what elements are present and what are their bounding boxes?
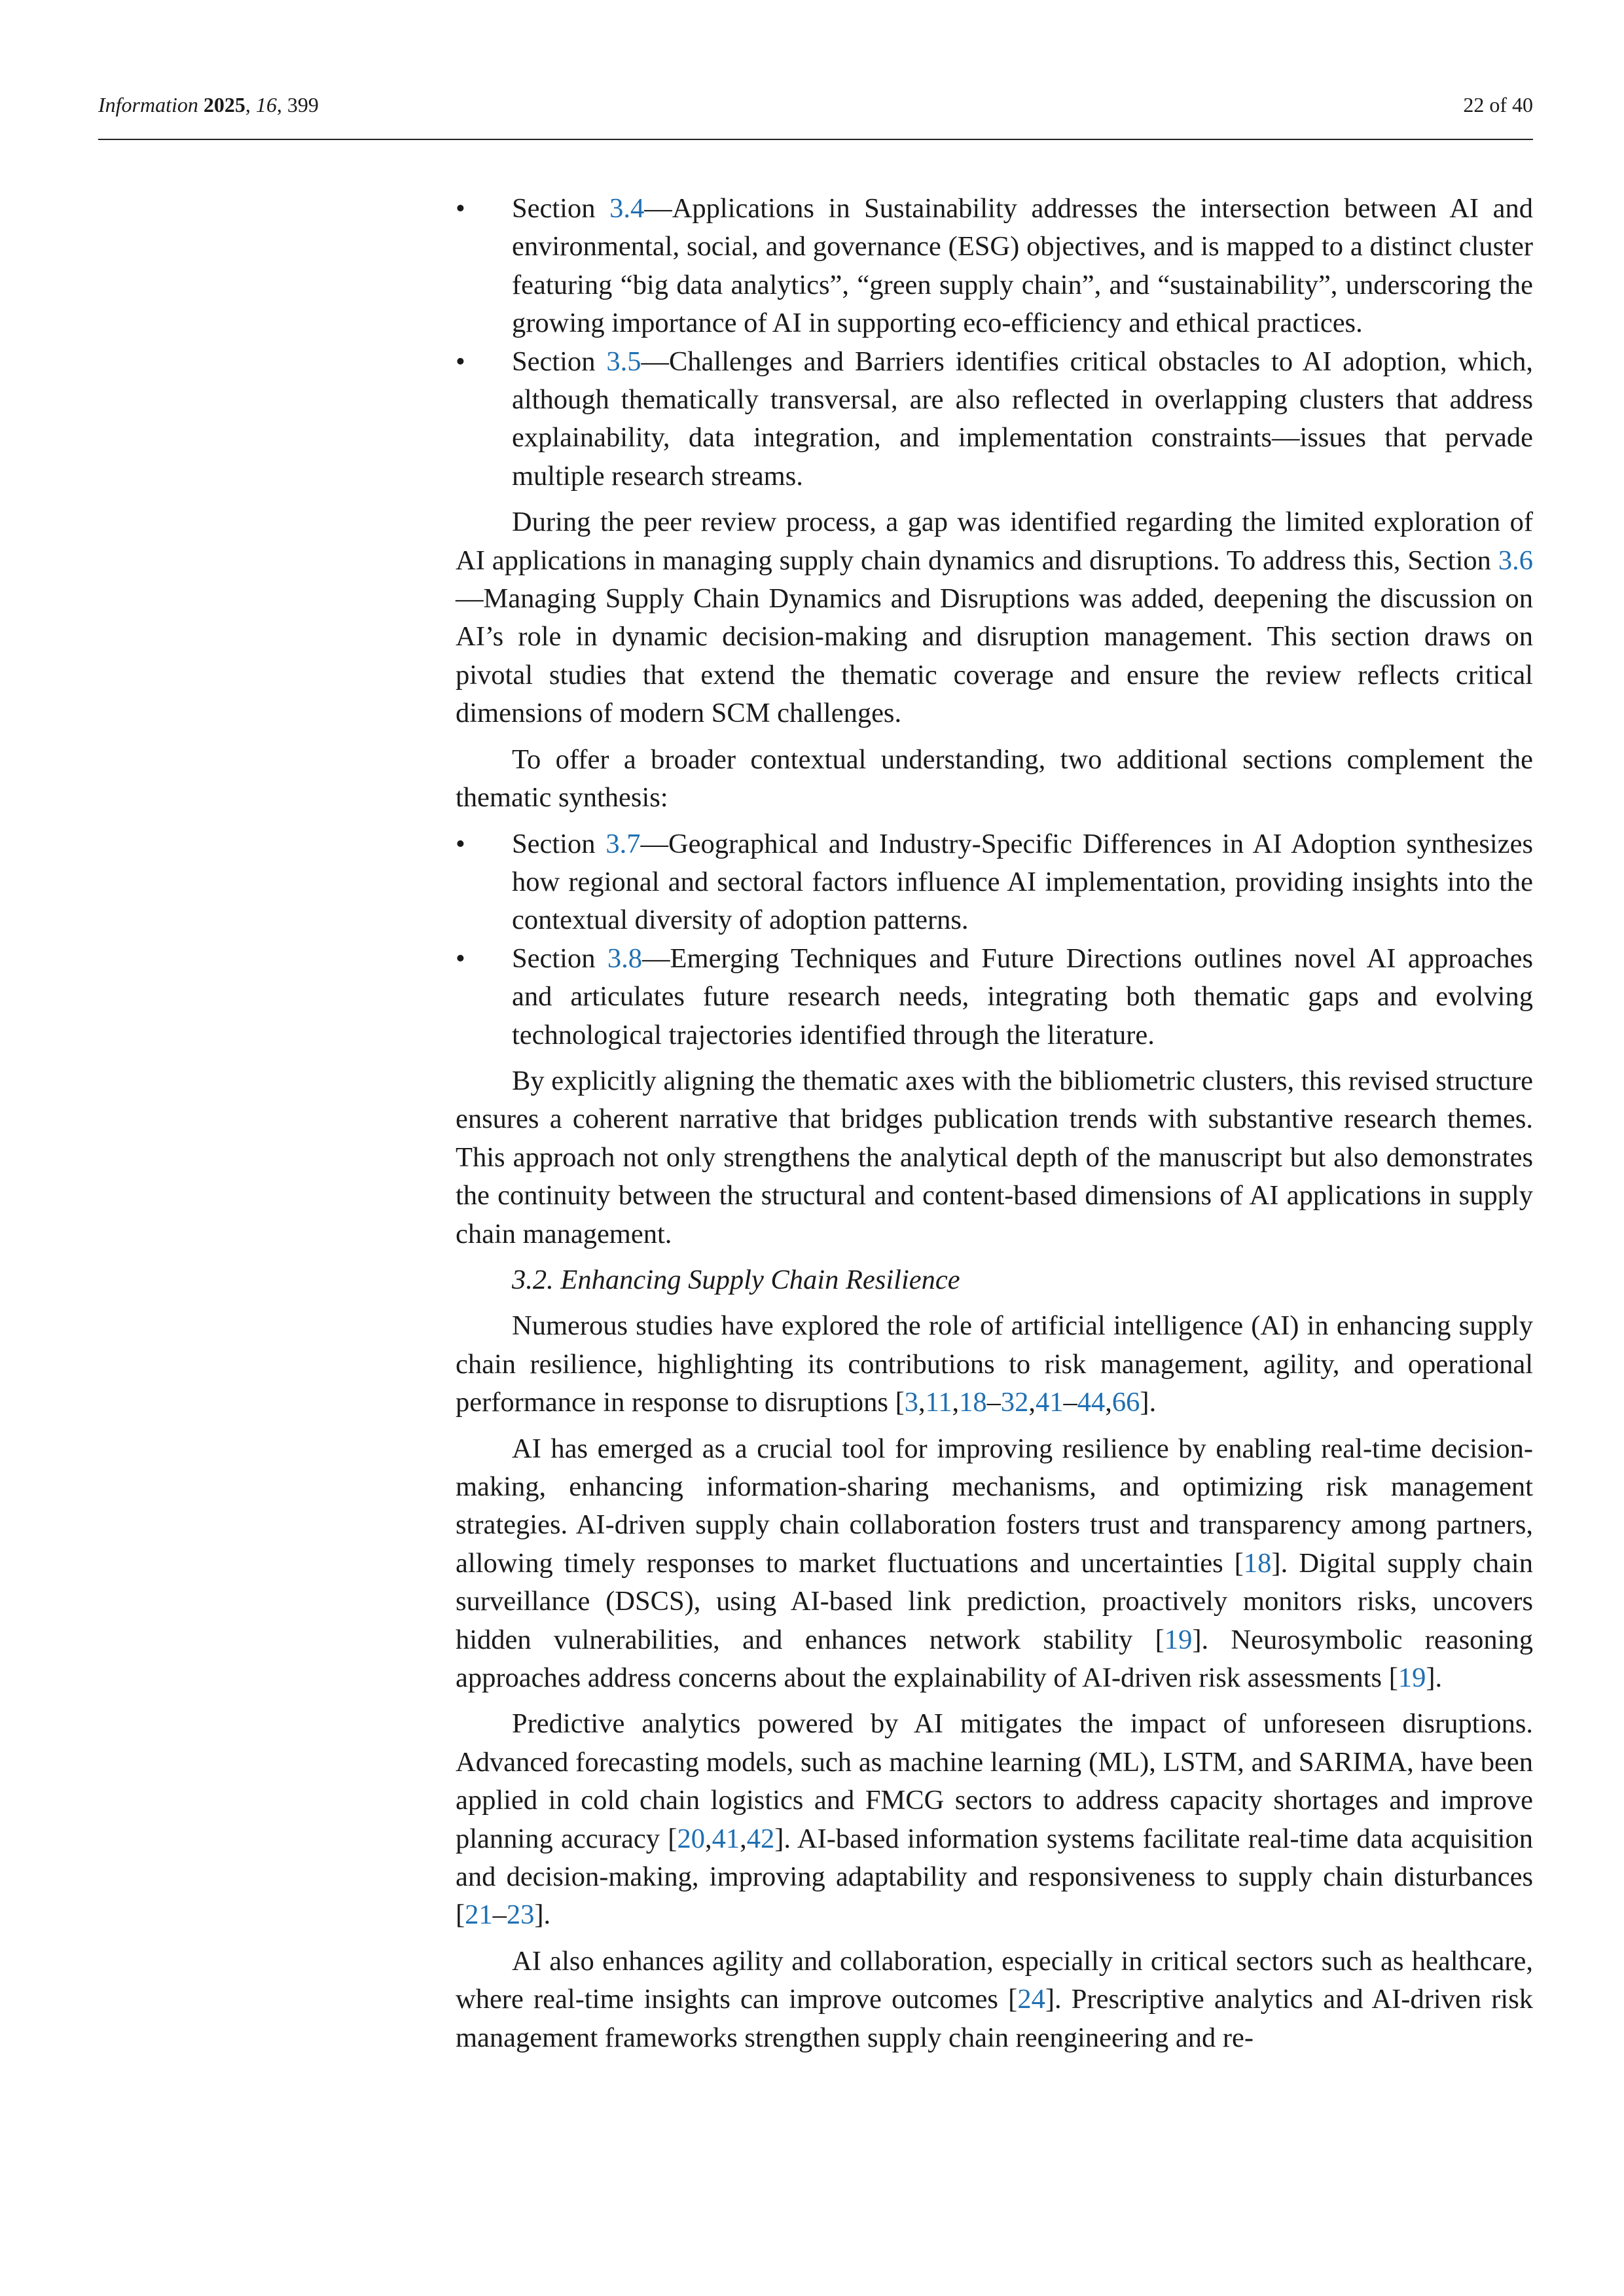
bullet-list-sections-a (456, 190, 1533, 495)
paragraph-peer-review (456, 503, 1533, 732)
citation-link[interactable]: 41 (712, 1823, 740, 1854)
article-body (456, 190, 1533, 2057)
bullet-prefix: Section (512, 346, 607, 377)
bullet-text: —Applications in Sustainability addresses the intersection between AI and environmental, social, and governance (ESG) objectives, and is mapped to a distinct cluster featuring “big data analytics”, “green supply chain”, and “sustainability”, underscoring the growing importance of AI in supporting eco-efficiency and ethical practices. (512, 193, 1534, 339)
citation-link[interactable]: 21 (465, 1899, 493, 1931)
citation-link[interactable]: 44 (1077, 1387, 1106, 1418)
citation-link[interactable]: 24 (1017, 1984, 1045, 2015)
text-span: ]. Prescriptive analytics and AI-driven risk management frameworks strengthen supply chain reengineering and re- (456, 1984, 1533, 2053)
journal-name: Information (98, 93, 198, 117)
text-span: ]. Digital supply chain surveillance (DSCS), using AI-based link prediction, proactively monitors risks, uncovers hidden vulnerabilities, and enhances network stability [ (456, 1547, 1533, 1655)
bullet-list-sections-b (456, 825, 1533, 1054)
text-span: ]. (534, 1899, 551, 1931)
text-span: ]. (1426, 1662, 1443, 1694)
paragraph-numerous-studies: Numerous studies have explored the role of artificial intelligence (AI) in enhancing supply chain resilience, highlighting its contributions to risk management, agility, and operational performance in response to disruptions [3,11,18–32,41–44,66]. (456, 1310, 1533, 1418)
citation-link[interactable]: 42 (746, 1823, 775, 1854)
journal-citation: Information 2025, 16, 399 (98, 93, 319, 117)
text-span: AI also enhances agility and collaboration, especially in critical sectors such as healthcare, where real-time insights can improve outcomes [ (456, 1945, 1533, 2015)
section-link-3-8[interactable]: 3.8 (607, 942, 643, 974)
bullet-prefix: Section (512, 942, 607, 974)
paragraph-broader-context: To offer a broader contextual understanding, two additional sections complement the thematic synthesis: (456, 744, 1533, 814)
bullet-text: —Emerging Techniques and Future Directions outlines novel AI approaches and articulates future research needs, integrating both thematic gaps and evolving technological trajectories identified through the literature. (512, 942, 1533, 1050)
citation-link[interactable]: 23 (506, 1899, 535, 1931)
section-link-3-6[interactable]: 3.6 (1498, 545, 1533, 576)
journal-volume: 16 (255, 93, 277, 117)
citation-link[interactable]: 19 (1398, 1662, 1426, 1694)
paragraph-ai-emerged (456, 1430, 1533, 1698)
citation-link[interactable]: 11 (925, 1387, 952, 1418)
page-number: 22 of 40 (1463, 93, 1533, 117)
header-rule (98, 139, 1533, 140)
bullet-text: —Challenges and Barriers identifies critical obstacles to AI adoption, which, although thematically transversal, are also reflected in overlapping clusters that address explainability, data integration, and implementation constraints—issues that pervade multiple research streams. (512, 346, 1533, 492)
section-link-3-7[interactable]: 3.7 (605, 828, 641, 859)
paragraph-aligning: By explicitly aligning the thematic axes with the bibliometric clusters, this revised structure ensures a coherent narrative that bridges publication trends with substantive research themes. This approach not only strengthens the analytical depth of the manuscript but also demonstrates the continuity between the structural and content-based dimensions of AI applications in supply chain management. (456, 1065, 1533, 1249)
citation-link[interactable]: 3 (904, 1387, 918, 1418)
article-number: 399 (287, 93, 319, 117)
text-span: —Managing Supply Chain Dynamics and Disruptions was added, deepening the discussion on AI’s role in dynamic decision-making and disruption management. This section draws on pivotal studies that extend the thematic coverage and ensure the review reflects critical dimensions of modern SCM challenges. (456, 583, 1533, 729)
text-span: AI has emerged as a crucial tool for improving resilience by enabling real-time decision-making, enhancing information-sharing mechanisms, and optimizing risk management strategies. AI-driven supply chain collaboration fosters trust and transparency among partners, allowing timely responses to market fluctuations and uncertainties [ (456, 1433, 1533, 1579)
journal-year: 2025 (203, 93, 245, 117)
bullet-section-3-4 (512, 190, 1533, 343)
bullet-section-3-7 (512, 825, 1533, 940)
citation-link[interactable]: 20 (677, 1823, 705, 1854)
section-link-3-4[interactable]: 3.4 (609, 193, 645, 224)
text-span: Predictive analytics powered by AI mitigates the impact of unforeseen disruptions. Advanced forecasting models, such as machine learning (ML), LSTM, and SARIMA, have been applied in cold chain logistics and FMCG sectors to address capacity shortages and improve planning accuracy [ (456, 1708, 1533, 1854)
citation-link[interactable]: 66 (1111, 1387, 1140, 1418)
bullet-text: —Geographical and Industry-Specific Differences in AI Adoption synthesizes how regional and sectoral factors influence AI implementation, providing insights into the contextual diversity of adoption patterns. (512, 828, 1533, 936)
bullet-section-3-8 (512, 940, 1533, 1054)
running-header (98, 93, 1533, 126)
text-span: ]. Neurosymbolic reasoning approaches address concerns about the explainability of AI-driven risk assessments [ (456, 1624, 1533, 1694)
section-link-3-5[interactable]: 3.5 (606, 346, 641, 377)
section-heading-3-2: 3.2. Enhancing Supply Chain Resilience (512, 1264, 960, 1295)
text-span: ]. AI-based information systems facilitate real-time data acquisition and decision-making, improving adaptability and responsiveness to supply chain disturbances [ (456, 1823, 1533, 1931)
text-span: ]. (1140, 1387, 1157, 1418)
citation-link[interactable]: 18 (1243, 1547, 1272, 1579)
paragraph-agility (456, 1943, 1533, 2057)
citation-link[interactable]: 32 (1000, 1387, 1029, 1418)
paragraph-predictive-analytics: Predictive analytics powered by AI mitigates the impact of unforeseen disruptions. Advanced forecasting models, such as machine learning (ML), LSTM, and SARIMA, have been applied in cold chain logistics and FMCG sectors to address capacity shortages and improve planning accuracy [20,41,42]. AI-based information systems facilitate real-time data acquisition and decision-making, improving adaptability and responsiveness to supply chain disturbances [21–23]. (456, 1708, 1533, 1931)
bullet-section-3-5 (512, 343, 1533, 496)
bullet-prefix: Section (512, 193, 610, 224)
bullet-prefix: Section (512, 828, 606, 859)
citation-link[interactable]: 18 (959, 1387, 987, 1418)
citation-link[interactable]: 41 (1036, 1387, 1064, 1418)
citation-link[interactable]: 19 (1164, 1624, 1193, 1655)
text-span: Numerous studies have explored the role of artificial intelligence (AI) in enhancing supply chain resilience, highlighting its contributions to risk management, agility, and operational performance in response to disruptions [ (456, 1310, 1533, 1418)
text-span: During the peer review process, a gap was identified regarding the limited exploration of AI applications in managing supply chain dynamics and disruptions. To address this, Section (456, 507, 1533, 576)
